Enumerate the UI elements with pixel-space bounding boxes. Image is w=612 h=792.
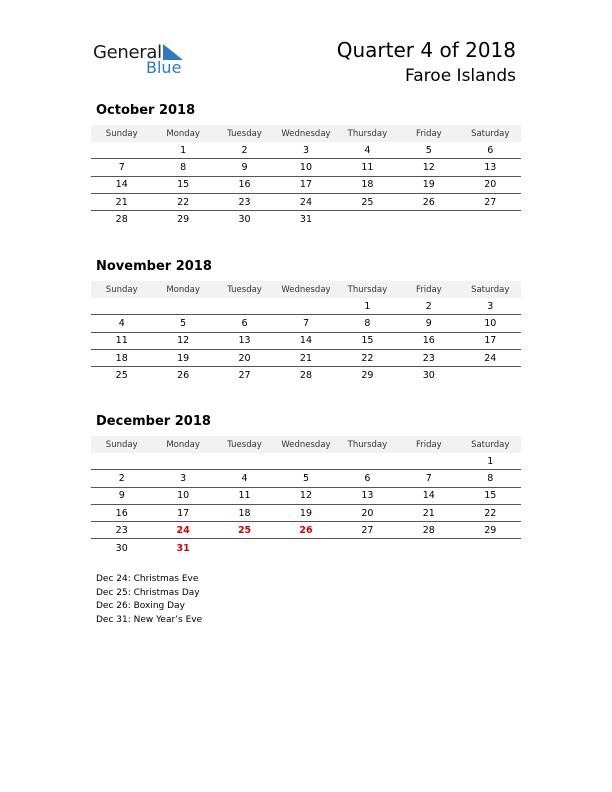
day-cell: 13 bbox=[484, 161, 497, 173]
weekday-label: Monday bbox=[166, 128, 200, 139]
day-cell: 5 bbox=[425, 144, 432, 156]
day-cell: 28 bbox=[115, 214, 128, 226]
day-cell: 26 bbox=[422, 196, 435, 208]
day-cell: 22 bbox=[177, 196, 190, 208]
week-row bbox=[91, 488, 521, 505]
weekday-label: Thursday bbox=[347, 128, 388, 139]
day-cell: 18 bbox=[238, 507, 251, 519]
weekday-header bbox=[91, 436, 521, 453]
month-october bbox=[91, 103, 521, 228]
day-cell: 24 bbox=[299, 196, 313, 208]
day-cell: 27 bbox=[484, 196, 497, 208]
weekday-label: Wednesday bbox=[281, 439, 331, 450]
day-cell: 20 bbox=[238, 352, 251, 364]
day-cell: 12 bbox=[422, 161, 435, 173]
week-row bbox=[91, 539, 521, 556]
day-cell: 26 bbox=[299, 524, 313, 536]
holiday-note: Dec 31: New Year’s Eve bbox=[96, 614, 203, 625]
day-cell: 11 bbox=[238, 490, 251, 502]
month-title: November 2018 bbox=[96, 259, 212, 274]
weekday-label: Monday bbox=[166, 284, 200, 295]
day-cell: 24 bbox=[484, 352, 497, 364]
day-cell: 2 bbox=[241, 144, 248, 156]
day-cell: 27 bbox=[361, 524, 374, 536]
month-title: December 2018 bbox=[96, 414, 211, 429]
weekday-label: Friday bbox=[415, 284, 442, 295]
weekday-label: Tuesday bbox=[227, 439, 262, 450]
day-cell: 16 bbox=[238, 179, 251, 191]
day-cell: 27 bbox=[238, 370, 251, 382]
day-cell: 19 bbox=[422, 179, 435, 191]
day-cell: 9 bbox=[118, 490, 125, 502]
weekday-label: Tuesday bbox=[227, 128, 262, 139]
weeks bbox=[91, 142, 521, 228]
weekday-label: Saturday bbox=[471, 284, 510, 295]
week-row bbox=[91, 298, 521, 315]
day-cell: 4 bbox=[118, 317, 125, 329]
day-cell: 12 bbox=[299, 490, 313, 502]
month-december bbox=[91, 414, 521, 557]
weekday-label: Sunday bbox=[105, 284, 138, 295]
day-cell: 22 bbox=[361, 352, 374, 364]
day-cell: 29 bbox=[484, 524, 497, 536]
day-cell: 23 bbox=[422, 352, 435, 364]
day-cell: 5 bbox=[180, 317, 187, 329]
day-cell: 25 bbox=[115, 370, 128, 382]
day-cell: 1 bbox=[180, 144, 187, 156]
day-cell: 12 bbox=[177, 335, 190, 347]
week-row bbox=[91, 159, 521, 176]
day-cell: 20 bbox=[484, 179, 497, 191]
logo-text-general: General bbox=[93, 42, 162, 63]
holiday-notes bbox=[96, 573, 202, 627]
day-cell: 22 bbox=[484, 507, 497, 519]
weekday-label: Friday bbox=[415, 128, 442, 139]
week-row bbox=[91, 177, 521, 194]
day-cell: 4 bbox=[241, 472, 248, 484]
day-cell: 5 bbox=[302, 472, 309, 484]
day-cell: 20 bbox=[361, 507, 374, 519]
day-cell: 30 bbox=[115, 542, 128, 554]
day-cell: 25 bbox=[237, 524, 252, 536]
weekday-label: Wednesday bbox=[281, 128, 331, 139]
day-cell: 8 bbox=[364, 317, 371, 329]
day-cell: 8 bbox=[180, 161, 187, 173]
holiday-note: Dec 25: Christmas Day bbox=[96, 587, 200, 598]
week-row bbox=[91, 315, 521, 332]
day-cell: 10 bbox=[177, 490, 190, 502]
day-cell: 1 bbox=[487, 455, 494, 467]
day-cell: 4 bbox=[364, 144, 371, 156]
day-cell: 7 bbox=[118, 161, 125, 173]
holiday-note: Dec 24: Christmas Eve bbox=[96, 574, 199, 584]
page-title: Quarter 4 of 2018 bbox=[336, 38, 516, 62]
day-cell: 6 bbox=[364, 472, 371, 484]
day-cell: 11 bbox=[115, 335, 128, 347]
month-title: October 2018 bbox=[96, 103, 196, 118]
day-cell: 21 bbox=[299, 352, 313, 364]
day-cell: 31 bbox=[299, 214, 313, 226]
day-cell: 17 bbox=[177, 507, 190, 519]
logo-text-blue: Blue bbox=[146, 58, 182, 77]
day-cell: 18 bbox=[115, 352, 128, 364]
week-row bbox=[91, 505, 521, 522]
week-row bbox=[91, 453, 521, 470]
day-cell: 15 bbox=[484, 490, 497, 502]
day-cell: 7 bbox=[302, 317, 309, 329]
day-cell: 26 bbox=[177, 370, 190, 382]
day-cell: 13 bbox=[361, 490, 374, 502]
week-row bbox=[91, 470, 521, 487]
day-cell: 1 bbox=[364, 300, 371, 312]
logo bbox=[93, 40, 193, 80]
day-cell: 9 bbox=[425, 317, 432, 329]
day-cell: 8 bbox=[487, 472, 494, 484]
day-cell: 19 bbox=[177, 352, 190, 364]
day-cell: 19 bbox=[299, 507, 313, 519]
week-row bbox=[91, 522, 521, 539]
month-november bbox=[91, 259, 521, 384]
week-row bbox=[91, 367, 521, 384]
weekday-label: Saturday bbox=[471, 439, 510, 450]
weekday-label: Sunday bbox=[105, 439, 138, 450]
day-cell: 29 bbox=[361, 370, 374, 382]
day-cell: 7 bbox=[425, 472, 432, 484]
week-row bbox=[91, 194, 521, 211]
day-cell: 17 bbox=[299, 179, 313, 191]
weekday-label: Monday bbox=[166, 439, 200, 450]
holiday-note: Dec 26: Boxing Day bbox=[96, 601, 185, 611]
weekday-label: Wednesday bbox=[281, 284, 331, 295]
day-cell: 14 bbox=[115, 179, 128, 191]
day-cell: 30 bbox=[238, 214, 251, 226]
day-cell: 25 bbox=[361, 196, 374, 208]
day-cell: 28 bbox=[422, 524, 435, 536]
week-row bbox=[91, 350, 521, 367]
weekday-header bbox=[91, 281, 521, 298]
day-cell: 2 bbox=[425, 300, 432, 312]
weekday-label: Friday bbox=[415, 439, 442, 450]
day-cell: 16 bbox=[422, 335, 435, 347]
day-cell: 3 bbox=[302, 144, 309, 156]
week-row bbox=[91, 333, 521, 350]
weekday-label: Tuesday bbox=[227, 284, 262, 295]
weekday-header bbox=[91, 125, 521, 142]
weeks bbox=[91, 298, 521, 384]
day-cell: 15 bbox=[361, 335, 374, 347]
day-cell: 9 bbox=[241, 161, 248, 173]
day-cell: 17 bbox=[484, 335, 497, 347]
day-cell: 15 bbox=[177, 179, 190, 191]
day-cell: 21 bbox=[115, 196, 128, 208]
weeks bbox=[91, 453, 521, 557]
day-cell: 3 bbox=[487, 300, 494, 312]
day-cell: 6 bbox=[241, 317, 248, 329]
day-cell: 18 bbox=[361, 179, 374, 191]
day-cell: 10 bbox=[299, 161, 313, 173]
day-cell: 21 bbox=[422, 507, 435, 519]
day-cell: 23 bbox=[115, 524, 128, 536]
day-cell: 31 bbox=[176, 542, 190, 554]
weekday-label: Sunday bbox=[105, 128, 138, 139]
day-cell: 30 bbox=[422, 370, 435, 382]
day-cell: 10 bbox=[484, 317, 497, 329]
week-row bbox=[91, 142, 521, 159]
day-cell: 6 bbox=[487, 144, 494, 156]
weekday-label: Saturday bbox=[471, 128, 510, 139]
day-cell: 14 bbox=[422, 490, 435, 502]
day-cell: 14 bbox=[299, 335, 313, 347]
day-cell: 11 bbox=[361, 161, 374, 173]
day-cell: 23 bbox=[238, 196, 251, 208]
week-row bbox=[91, 211, 521, 228]
day-cell: 2 bbox=[118, 472, 125, 484]
day-cell: 13 bbox=[238, 335, 251, 347]
day-cell: 24 bbox=[176, 524, 190, 536]
page-subtitle: Faroe Islands bbox=[405, 66, 516, 86]
day-cell: 16 bbox=[115, 507, 128, 519]
weekday-label: Thursday bbox=[347, 439, 388, 450]
day-cell: 3 bbox=[180, 472, 187, 484]
day-cell: 28 bbox=[299, 370, 313, 382]
weekday-label: Thursday bbox=[347, 284, 388, 295]
day-cell: 29 bbox=[177, 214, 190, 226]
